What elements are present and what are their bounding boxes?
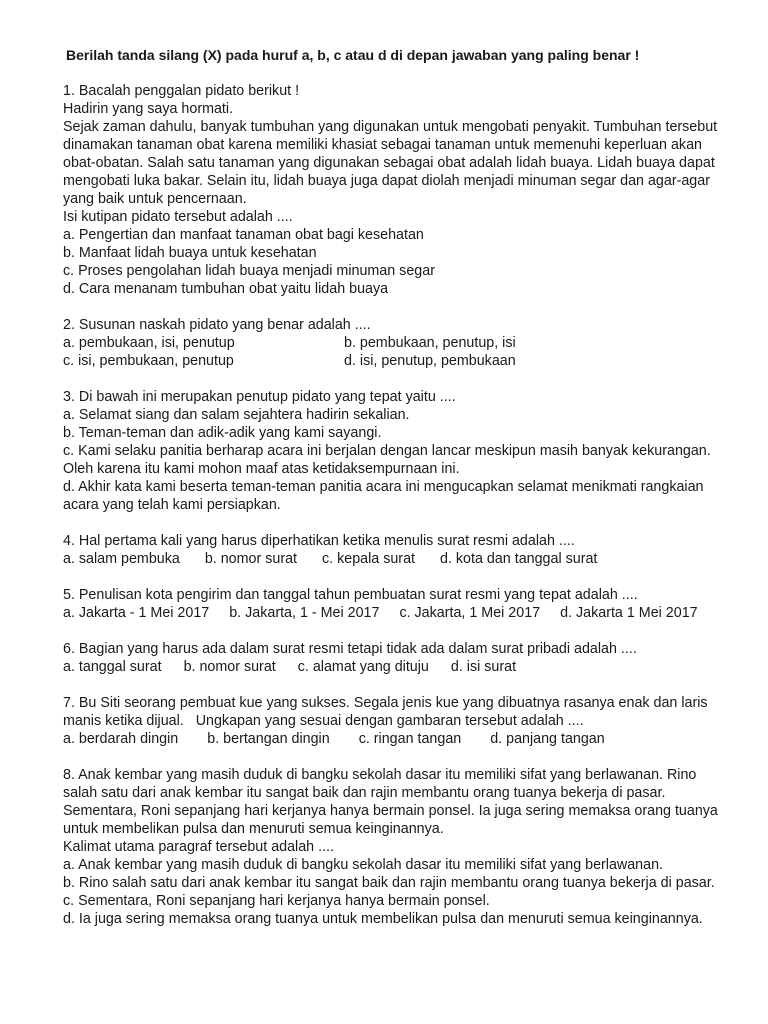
- question-3-stem: 3. Di bawah ini merupakan penutup pidato yang tepat yaitu ....: [63, 389, 456, 405]
- options-row: [63, 604, 723, 622]
- option-a: a. Pengertian dan manfaat tanaman obat bagi kesehatan: [63, 227, 424, 243]
- speech-passage: Sejak zaman dahulu, banyak tumbuhan yang digunakan untuk mengobati penyakit. Tumbuhan tersebut dinamakan tanaman obat karena memiliki khasiat sebagai tanaman untuk memenuhi keperluan akan obat-obatan. Salah satu tanaman yang digunakan sebagai obat adalah lidah buaya. Lidah buaya dapat mengobati luka bakar. Selain itu, lidah buaya juga dapat diolah menjadi minuman segar dan agar-agar yang baik untuk pencernaan.: [63, 119, 718, 207]
- question-5: [63, 586, 723, 622]
- options-row: [63, 730, 723, 748]
- question-4: [63, 532, 723, 568]
- options-row: [63, 352, 723, 370]
- option-c: c. Proses pengolahan lidah buaya menjadi minuman segar: [63, 263, 435, 279]
- paragraph-passage: 8. Anak kembar yang masih duduk di bangku sekolah dasar itu memiliki sifat yang berlawanan. Rino salah satu dari anak kembar itu sangat baik dan rajin membantu orang tuanya bekerja di pasar. Sementara, Roni sepanjang hari kerjanya hanya bermain ponsel. Ia juga sering memaksa orang tuanya untuk membelikan pulsa dan menuruti semua keinginannya.: [63, 767, 718, 837]
- question-7-stem: 7. Bu Siti seorang pembuat kue yang sukses. Segala jenis kue yang dibuatnya rasanya enak dan laris manis ketika dijual. Ungkapan yang sesuai dengan gambaran tersebut adalah ....: [63, 695, 712, 729]
- question-1: [63, 82, 723, 298]
- option-d: d. Cara menanam tumbuhan obat yaitu lidah buaya: [63, 281, 389, 297]
- options-row: [63, 550, 723, 568]
- option-a: a. tanggal surat: [63, 659, 162, 675]
- option-d: d. panjang tangan: [490, 731, 605, 747]
- option-a: a. Anak kembar yang masih duduk di bangku sekolah dasar itu memiliki sifat yang berlawanan.: [63, 857, 664, 873]
- option-a: a. Jakarta - 1 Mei 2017: [63, 605, 210, 621]
- option-b: b. bertangan dingin: [207, 731, 330, 747]
- option-b: b. nomor surat: [204, 551, 298, 567]
- question-7: [63, 694, 723, 748]
- option-c: c. kepala surat: [322, 551, 415, 567]
- speech-greeting: Hadirin yang saya hormati.: [63, 101, 234, 117]
- question-8-prompt: Kalimat utama paragraf tersebut adalah ....: [63, 839, 334, 855]
- question-2-stem: 2. Susunan naskah pidato yang benar adalah ....: [63, 317, 371, 333]
- option-a: a. pembukaan, isi, penutup: [63, 335, 235, 351]
- option-c: c. Kami selaku panitia berharap acara ini berjalan dengan lancar meskipun masih banyak kekurangan. Oleh karena itu kami mohon maaf atas ketidaksempurnaan ini.: [63, 443, 711, 477]
- question-6: [63, 640, 723, 676]
- question-6-stem: 6. Bagian yang harus ada dalam surat resmi tetapi tidak ada dalam surat pribadi adalah ....: [63, 641, 637, 657]
- option-c: c. alamat yang dituju: [297, 659, 429, 675]
- option-d: d. kota dan tanggal surat: [440, 551, 598, 567]
- option-c: c. ringan tangan: [358, 731, 462, 747]
- option-c: c. isi, pembukaan, penutup: [63, 353, 234, 369]
- option-d: d. Ia juga sering memaksa orang tuanya untuk membelikan pulsa dan menuruti semua keinginannya.: [63, 911, 703, 927]
- question-8: [63, 766, 723, 928]
- option-a: a. berdarah dingin: [63, 731, 179, 747]
- question-3: [63, 388, 723, 514]
- option-d: d. Akhir kata kami beserta teman-teman panitia acara ini mengucapkan selamat menikmati rangkaian acara yang telah kami persiapkan.: [63, 479, 704, 513]
- question-5-stem: 5. Penulisan kota pengirim dan tanggal tahun pembuatan surat resmi yang tepat adalah ....: [63, 587, 638, 603]
- option-a: a. Selamat siang dan salam sejahtera hadirin sekalian.: [63, 407, 410, 423]
- question-4-stem: 4. Hal pertama kali yang harus diperhatikan ketika menulis surat resmi adalah ....: [63, 533, 575, 549]
- option-b: b. Manfaat lidah buaya untuk kesehatan: [63, 245, 317, 261]
- option-c: c. Sementara, Roni sepanjang hari kerjanya hanya bermain ponsel.: [63, 893, 490, 909]
- questions: [63, 82, 723, 946]
- option-b: b. Teman-teman dan adik-adik yang kami sayangi.: [63, 425, 382, 441]
- instruction-heading: Berilah tanda silang (X) pada huruf a, b, c atau d di depan jawaban yang paling benar !: [66, 47, 640, 63]
- option-b: b. pembukaan, penutup, isi: [344, 335, 516, 351]
- option-c: c. Jakarta, 1 Mei 2017: [399, 605, 541, 621]
- question-1-prompt: Isi kutipan pidato tersebut adalah ....: [63, 209, 293, 225]
- options-row: [63, 658, 723, 676]
- options-row: [63, 334, 723, 352]
- option-d: d. isi, penutup, pembukaan: [344, 353, 516, 369]
- question-1-stem: 1. Bacalah penggalan pidato berikut !: [63, 83, 300, 99]
- option-b: b. Jakarta, 1 - Mei 2017: [229, 605, 380, 621]
- option-d: d. isi surat: [450, 659, 517, 675]
- option-a: a. salam pembuka: [63, 551, 180, 567]
- option-d: d. Jakarta 1 Mei 2017: [560, 605, 698, 621]
- question-2: [63, 316, 723, 370]
- option-b: b. Rino salah satu dari anak kembar itu sangat baik dan rajin membantu orang tuanya bekerja di pasar.: [63, 875, 715, 891]
- option-b: b. nomor surat: [183, 659, 276, 675]
